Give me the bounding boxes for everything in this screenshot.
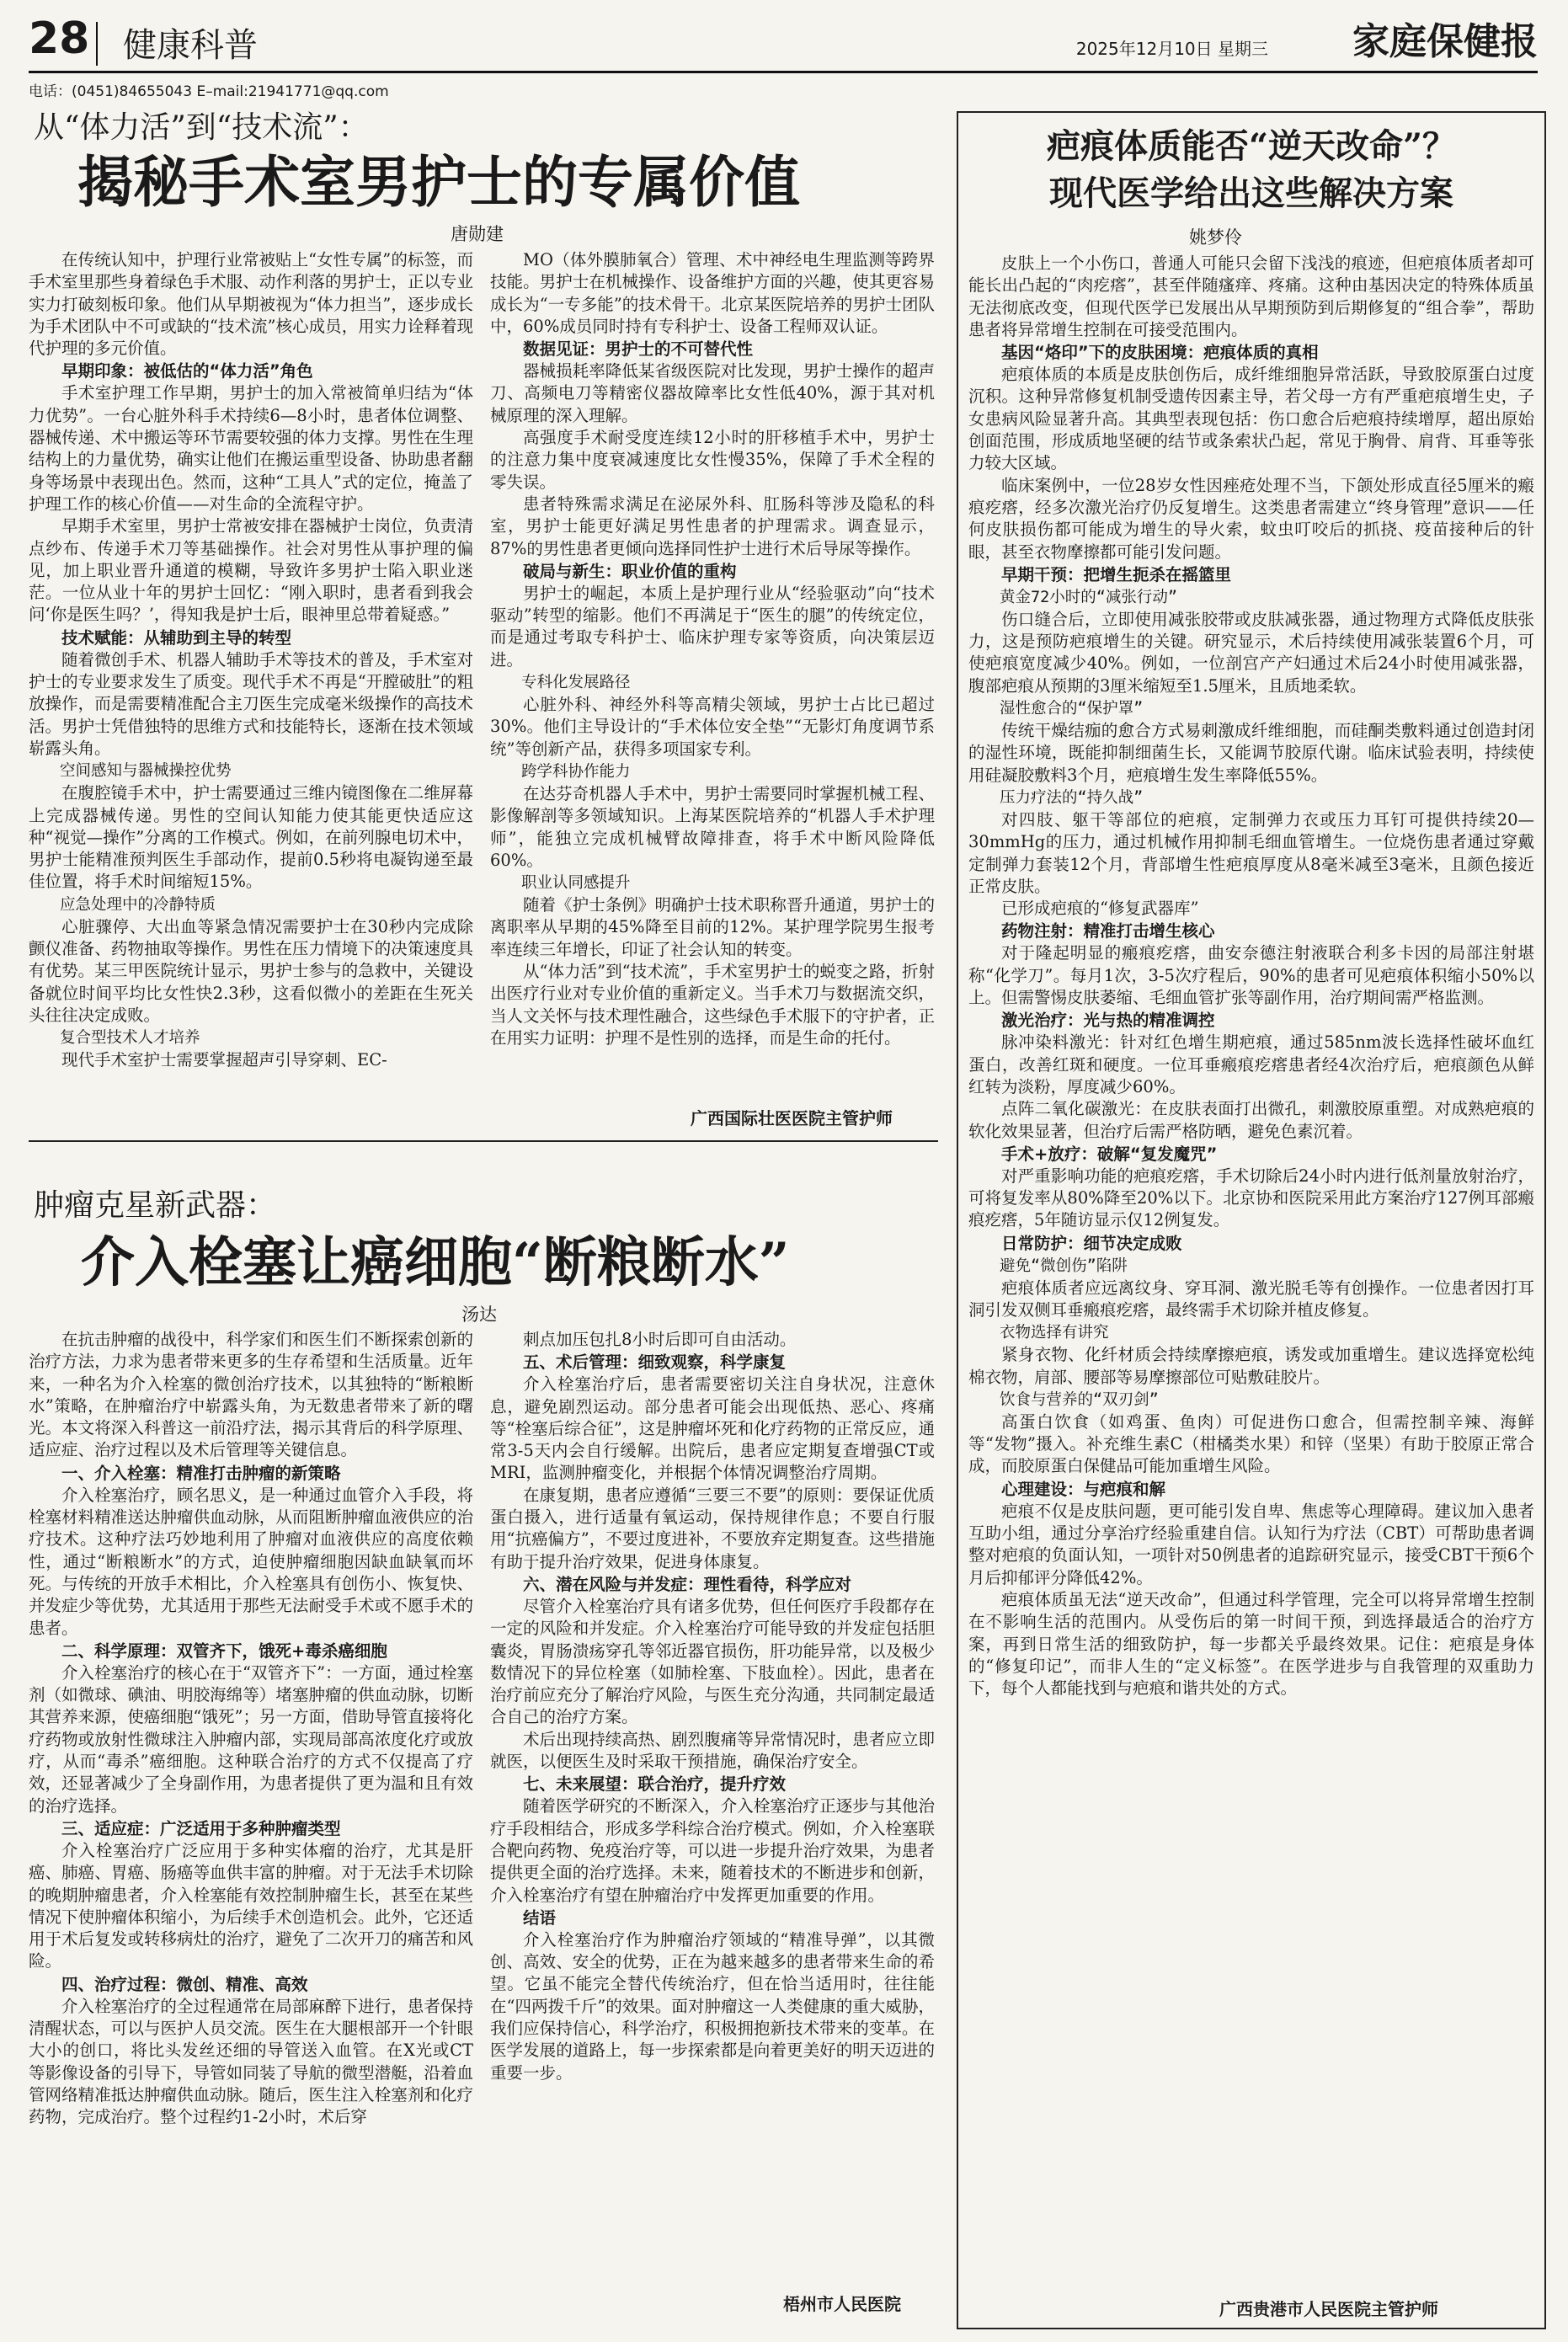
a2-author: 汤达 [461,1304,497,1325]
subheading: 饮食与营养的“双刃剑” [1000,1390,1159,1409]
paragraph: 介入栓塞治疗后，患者需要密切关注自身状况，注意休息，避免剧烈运动。部分患者可能会出现低热、恶心、疼痛等“栓塞后综合征”，这是肿瘤坏死和化疗药物的正常反应，通常3-5天内会自行缓解。出院后，患者应定期复查增强CT或MRI，监测肿瘤变化，并根据个体情况调整治疗周期。 [490,1374,935,1483]
paragraph: 随着微创手术、机器人辅助手术等技术的普及，手术室对护士的专业要求发生了质变。现代手术不再是“开膛破肚”的粗放操作，而是需要精准配合主刀医生完成毫米级操作的高技术活。男护士凭借独特的思维方式和技能特长，逐渐在技术领域崭露头角。 [29,649,473,758]
subheading: 七、未来展望：联合治疗，提升疗效 [523,1774,787,1795]
paragraph: 从“体力活”到“技术流”，手术室男护士的蜕变之路，折射出医疗行业对专业价值的重新定义。当手术刀与数据流交织，当人文关怀与技术理性融合，这些绿色手术服下的守护者，正在用实力证明：护理不是性别的选择，而是生命的托付。 [490,962,935,1048]
paragraph: 皮肤上一个小伤口，普通人可能只会留下浅浅的痕迹，但疤痕体质者却可能长出凸起的“肉疙瘩”，甚至伴随瘙痒、疼痛。这种由基因决定的特殊体质虽无法彻底改变，但现代医学已发展出从早期预防到后期修复的“组合拳”，帮助患者将异常增生控制在可接受范围内。 [968,253,1534,339]
subheading: 职业认同感提升 [521,874,631,893]
a1-signature: 广西国际壮医医院主管护师 [691,1108,893,1128]
subheading: 空间感知与器械操控优势 [60,762,232,781]
subheading: 四、治疗过程：微创、精准、高效 [61,1974,308,1994]
a1-column-1 [29,249,473,1134]
subheading: 复合型技术人才培养 [60,1029,200,1048]
paragraph: 在传统认知中，护理行业常被贴上“女性专属”的标签，而手术室里那些身着绿色手术服、动作利落的男护士，正以专业实力打破刻板印象。他们从早期被视为“体力担当”，逐步成长为手术团队中不可或缺的“技术流”核心成员，用实力诠释着现代护理的多元价值。 [29,250,473,359]
paragraph: 男护士的崛起，本质上是护理行业从“经验驱动”向“技术驱动”转型的缩影。他们不再满足于“医生的腿”的传统定位，而是通过考取专科护士、临床护理专家等资质，向决策层迈进。 [490,583,935,670]
a3-title-2: 现代医学给出这些解决方案 [1049,173,1453,213]
paragraph: 对于隆起明显的瘢痕疙瘩，曲安奈德注射液联合利多卡因的局部注射堪称“化学刀”。每月1次，3-5次疗程后，90%的患者可见疤痕体积缩小50%以上。但需警惕皮肤萎缩、毛细血管扩张等副作用，治疗期间需严格监测。 [968,943,1534,1008]
subheading: 衣物选择有讲究 [1000,1324,1109,1342]
paragraph: 患者特殊需求满足在泌尿外科、肛肠科等涉及隐私的科室，男护士能更好满足男性患者的护理需求。调查显示，87%的男性患者更倾向选择同性护士进行术后导尿等操作。 [490,493,935,558]
paragraph: 在抗击肿瘤的战役中，科学家们和医生们不断探索创新的治疗方法，力求为患者带来更多的生存希望和生活质量。近年来，一种名为介入栓塞的微创治疗技术，以其独特的“断粮断水”策略，在肿瘤治疗中崭露头角，为无数患者带来了新的曙光。本文将深入科普这一前沿疗法，揭示其背后的科学原理、适应症、治疗过程以及术后管理等关键信息。 [29,1330,473,1460]
a3-body [968,253,1534,2282]
subheading: 专科化发展路径 [521,674,631,692]
paragraph: 刺点加压包扎8小时后即可自由活动。 [523,1330,797,1349]
page-number: 28 [29,13,90,64]
paragraph: 疤痕体质的本质是皮肤创伤后，成纤维细胞异常活跃，导致胶原蛋白过度沉积。这种异常修复机制受遗传因素主导，若父母一方有严重疤痕增生史，子女患病风险显著升高。其典型表现包括：伤口愈合后疤痕持续增厚，超出原始创面范围，形成质地坚硬的结节或条索状凸起，常见于胸骨、肩背、耳垂等张力较大区域。 [968,365,1534,473]
subheading: 技术赋能：从辅助到主导的转型 [61,627,292,648]
paragraph: 术后出现持续高热、剧烈腹痛等异常情况时，患者应立即就医，以便医生及时采取干预措施，确保治疗安全。 [490,1729,935,1772]
paragraph: 对严重影响功能的疤痕疙瘩，手术切除后24小时内进行低剂量放射治疗，可将复发率从80%降至20%以下。北京协和医院采用此方案治疗127例耳部瘢痕疙瘩，5年随访显示仅12例复发。 [968,1166,1534,1230]
subheading: 手术+放疗：破解“复发魔咒” [1001,1144,1218,1164]
a3-signature: 广西贵港市人民医院主管护师 [1219,2299,1438,2319]
subheading: 早期印象：被低估的“体力活”角色 [61,361,313,381]
a3-title-1: 疤痕体质能否“逆天改命”？ [1046,126,1456,166]
paragraph: 在康复期，患者应遵循“三要三不要”的原则：要保证优质蛋白摄入，进行适量有氧运动，保持规律作息；不要自行服用“抗癌偏方”，不要过度进补，不要放弃定期复查。这些措施有助于提升治疗效果，促进身体康复。 [490,1485,935,1571]
subheading: 激光治疗：光与热的精准调控 [1001,1011,1215,1031]
paragraph: 点阵二氧化碳激光：在皮肤表面打出微孔，刺激胶原重塑。对成熟疤痕的软化效果显著，但治疗后需严格防晒，避免色素沉着。 [968,1099,1534,1141]
section-name: 健康科普 [123,26,258,65]
subheading: 避免“微创伤”陷阱 [1000,1256,1128,1275]
paragraph: 介入栓塞治疗的核心在于“双管齐下”：一方面，通过栓塞剂（如微球、碘油、明胶海绵等）堵塞肿瘤的供血动脉，切断其营养来源，使癌细胞“饿死”；另一方面，借助导管直接将化疗药物或放射性微球注入肿瘤内部，实现局部高浓度化疗或放疗，从而“毒杀”癌细胞。这种联合治疗的方式不仅提高了疗效，还显著减少了全身副作用，为患者提供了更为温和且有效的治疗选择。 [29,1662,473,1816]
subheading: 三、适应症：广泛适用于多种肿瘤类型 [61,1818,341,1838]
paragraph: 现代手术室护士需要掌握超声引导穿刺、EC- [61,1050,387,1070]
subheading: 破局与新生：职业价值的重构 [523,561,737,581]
subheading: 跨学科协作能力 [521,762,631,781]
contact-line: 电话：(0451)84655043 E–mail:21941771@qq.com [29,83,389,100]
subheading: 结语 [523,1907,557,1928]
subheading: 压力疗法的“持久战” [1000,788,1144,807]
subheading: 五、术后管理：细致观察，科学康复 [523,1352,787,1373]
subheading: 六、潜在风险与并发症：理性看待，科学应对 [523,1574,852,1594]
paragraph: 紧身衣物、化纤材质会持续摩擦疤痕，诱发或加重增生。建议选择宽松纯棉衣物，肩部、腰部等易摩擦部位可贴敷硅胶片。 [968,1345,1534,1387]
a1-kicker: 从“体力活”到“技术流”： [34,110,369,145]
issue-date: 2025年12月10日 星期三 [1075,39,1268,59]
paragraph: 伤口缝合后，立即使用减张胶带或皮肤减张器，通过物理方式降低皮肤张力，这是预防疤痕增生的关键。研究显示，术后持续使用减张装置6个月，可使疤痕宽度减少40%。例如，一位剖宫产产妇通过术后24小时使用减张器，腹部疤痕从预期的3厘米缩短至1.5厘米，且质地柔软。 [968,609,1534,696]
subheading: 一、介入栓塞：精准打击肿瘤的新策略 [61,1463,341,1483]
page-header [29,13,1538,73]
subheading: 湿性愈合的“保护罩” [1000,700,1144,718]
paragraph: 高蛋白饮食（如鸡蛋、鱼肉）可促进伤口愈合，但需控制辛辣、海鲜等“发物”摄入。补充维生素C（柑橘类水果）和锌（坚果）有助于胶原正常合成，而胶原蛋白保健品可能加重增生风险。 [968,1411,1534,1476]
a2-column-2 [490,1329,935,2272]
subheading: 心理建设：与疤痕和解 [1001,1479,1166,1499]
paragraph: 尽管介入栓塞治疗具有诸多优势，但任何医疗手段都存在一定的风险和并发症。介入栓塞治疗可能导致的并发症包括胆囊炎，胃肠溃疡穿孔等邻近器官损伤，肝功能异常，以及极少数情况下的异位栓塞（如肺栓塞、下肢血栓）。因此，患者在治疗前应充分了解治疗风险，与医生充分沟通，共同制定最适合自己的治疗方案。 [490,1596,935,1727]
a1-title: 揭秘手术室男护士的专属价值 [77,149,800,215]
a2-column-1 [29,1329,473,2323]
subheading: 药物注射：精准打击增生核心 [1001,921,1215,942]
paragraph: 心脏骤停、大出血等紧急情况需要护士在30秒内完成除颤仪准备、药物抽取等操作。男性在压力情境下的决策速度具有优势。某三甲医院统计显示，男护士参与的急救中，关键设备就位时间平均比女性快2.3秒，这看似微小的差距在生死关头往往决定成败。 [29,916,473,1025]
a1-column-2 [490,249,935,1091]
paragraph: 传统干燥结痂的愈合方式易刺激成纤维细胞，而硅酮类敷料通过创造封闭的湿性环境，既能抑制细菌生长，又能调节胶原代谢。临床试验表明，持续使用硅凝胶敷料3个月，疤痕增生发生率降低55%。 [968,721,1534,785]
paragraph: 随着医学研究的不断深入，介入栓塞治疗正逐步与其他治疗手段相结合，形成多学科综合治疗模式。例如，介入栓塞联合靶向药物、免疫治疗等，可以进一步提升治疗效果，为患者提供更全面的治疗选择。未来，随着技术的不断进步和创新，介入栓塞治疗有望在肿瘤治疗中发挥更加重要的作用。 [490,1796,935,1905]
paragraph: 介入栓塞治疗广泛应用于多种实体瘤的治疗，尤其是肝癌、肺癌、胃癌、肠癌等血供丰富的肿瘤。对于无法手术切除的晚期肿瘤患者，介入栓塞能有效控制肿瘤生长，甚至在某些情况下使肿瘤体积缩小，为后续手术创造机会。此外，它还适用于术后复发或转移病灶的治疗，避免了二次开刀的痛苦和风险。 [29,1840,473,1971]
paragraph: 疤痕不仅是皮肤问题，更可能引发自卑、焦虑等心理障碍。建议加入患者互助小组，通过分享治疗经验重建自信。认知行为疗法（CBT）可帮助患者调整对疤痕的负面认知，一项针对50例患者的追踪研究显示，接受CBT干预6个月后抑郁评分降低42%。 [968,1501,1534,1587]
paragraph: 对四肢、躯干等部位的疤痕，定制弹力衣或压力耳钉可提供持续20—30mmHg的压力，通过机械作用抑制毛细血管增生。一位烧伤患者通过穿戴定制弹力套装12个月，背部增生性疤痕厚度从8毫米减至3毫米，且颜色接近正常皮肤。 [968,809,1534,896]
subheading: 二、科学原理：双管齐下，饿死+毒杀癌细胞 [61,1640,387,1661]
paragraph: 器械损耗率降低某省级医院对比发现，男护士操作的超声刀、高频电刀等精密仪器故障率比女性低40%，源于其对机械原理的深入理解。 [490,361,935,425]
paragraph: 疤痕体质虽无法“逆天改命”，但通过科学管理，完全可以将异常增生控制在不影响生活的范围内。从受伤后的第一时间干预，到选择最适合的治疗方案，再到日常生活的细致防护，每一步都关乎最终效果。记住：疤痕是身体的“修复印记”，而非人生的“定义标签”。在医学进步与自我管理的双重助力下，每个人都能找到与疤痕和谐共处的方式。 [968,1589,1534,1699]
paragraph: 临床案例中，一位28岁女性因痤疮处理不当，下颌处形成直径5厘米的瘢痕疙瘩，经多次激光治疗仍反复增生。这类患者需建立“终身管理”意识——任何皮肤损伤都可能成为增生的导火索，蚊虫叮咬后的抓挠、疫苗接种后的针眼，甚至衣物摩擦都可能引发问题。 [968,475,1534,562]
subheading: 日常防护：细节决定成败 [1001,1233,1182,1253]
subheading: 应急处理中的冷静特质 [60,895,216,914]
paragraph: MO（体外膜肺氧合）管理、术中神经电生理监测等跨界技能。男护士在机械操作、设备维护方面的兴趣，使其更容易成长为“一专多能”的技术骨干。北京某医院培养的男护士团队中，60%成员同时持有专科护士、设备工程师双认证。 [490,250,935,336]
paragraph: 疤痕体质者应远离纹身、穿耳洞、激光脱毛等有创操作。一位患者因打耳洞引发双侧耳垂瘢痕疙瘩，最终需手术切除并植皮修复。 [968,1278,1534,1320]
divider [29,1140,938,1142]
paragraph: 早期手术室里，男护士常被安排在器械护士岗位，负责清点纱布、传递手术刀等基础操作。社会对男性从事护理的偏见，加上职业晋升通道的模糊，导致许多男护士陷入职业迷茫。一位从业十年的男护士回忆：“刚入职时，患者看到我会问‘你是医生吗？’，得知我是护士后，眼神里总带着疑惑。” [29,516,473,625]
paragraph: 手术室护理工作早期，男护士的加入常被简单归结为“体力优势”。一台心脏外科手术持续6—8小时，患者体位调整、器械传递、术中搬运等环节需要较强的体力支撑。男性在生理结构上的力量优势，确实让他们在搬运重型设备、协助患者翻身等场景中表现出色。然而，这种“工具人”式的定位，掩盖了护理工作的核心价值——对生命的全流程守护。 [29,383,473,514]
paragraph: 随着《护士条例》明确护士技术职称晋升通道，男护士的离职率从早期的45%降至目前的12%。某护理学院男生报考率连续三年增长，印证了社会认知的转变。 [490,895,935,959]
header-divider [96,22,98,66]
subheading: 基因“烙印”下的皮肤困境：疤痕体质的真相 [1001,343,1319,363]
a2-signature: 梧州市人民医院 [783,2294,901,2314]
paragraph: 心脏外科、神经外科等高精尖领域，男护士占比已超过30%。他们主导设计的“手术体位安全垫”“无影灯角度调节系统”等创新产品，获得多项国家专利。 [490,695,935,759]
a1-author: 唐勋建 [451,224,504,244]
a2-title: 介入栓塞让癌细胞“断粮断水” [81,1231,790,1294]
paragraph: 介入栓塞治疗作为肿瘤治疗领域的“精准导弹”，以其微创、高效、安全的优势，正在为越来越多的患者带来生命的希望。它虽不能完全替代传统治疗，但在恰当适用时，往往能在“四两拨千斤”的效果。面对肿瘤这一人类健康的重大威胁，我们应保持信心，科学治疗，积极拥抱新技术带来的变革。在医学发展的道路上，每一步探索都是向着更美好的明天迈进的重要一步。 [490,1929,935,2083]
paragraph: 脉冲染料激光：针对红色增生期疤痕，通过585nm波长选择性破坏血红蛋白，改善红斑和硬度。一位耳垂瘢痕疙瘩患者经4次治疗后，疤痕颜色从鲜红转为淡粉，厚度减少60%。 [968,1032,1534,1096]
paragraph: 介入栓塞治疗，顾名思义，是一种通过血管介入手段，将栓塞材料精准送达肿瘤供血动脉，从而阻断肿瘤血液供应的治疗技术。这种疗法巧妙地利用了肿瘤对血液供应的高度依赖性，通过“断粮断水”的方式，迫使肿瘤细胞因缺血缺氧而坏死。与传统的开放手术相比，介入栓塞具有创伤小、恢复快、并发症少等优势，尤其适用于那些无法耐受手术或不愿手术的患者。 [29,1485,473,1638]
paragraph: 高强度手术耐受度连续12小时的肝移植手术中，男护士的注意力集中度衰减速度比女性慢35%，保障了手术全程的零失误。 [490,428,935,492]
subheading: 早期干预：把增生扼杀在摇篮里 [1001,564,1232,584]
a2-kicker: 肿瘤克星新武器： [34,1188,277,1223]
paragraph: 已形成疤痕的“修复武器库” [1001,899,1199,919]
subheading: 数据见证：男护士的不可替代性 [523,339,754,360]
subheading: 黄金72小时的“减张行动” [1000,588,1178,606]
paragraph: 介入栓塞治疗的全过程通常在局部麻醉下进行，患者保持清醒状态，可以与医护人员交流。医生在大腿根部开一个针眼大小的创口，将比头发丝还细的导管送入血管。在X光或CT等影像设备的引导下，导管如同装了导航的微型潜艇，沿着血管网络精准抵达肿瘤供血动脉。随后，医生注入栓塞剂和化疗药物，完成治疗。整个过程约1-2小时，术后穿 [29,1996,473,2127]
paragraph: 在达芬奇机器人手术中，男护士需要同时掌握机械工程、影像解剖等多领域知识。上海某医院培养的“机器人手术护理师”，能独立完成机械臂故障排查，将手术中断风险降低60%。 [490,783,935,870]
paragraph: 在腹腔镜手术中，护士需要通过三维内镜图像在二维屏幕上完成器械传递。男性的空间认知能力使其能更快适应这种“视觉—操作”分离的工作模式。例如，在前列腺电切术中，男护士能精准预判医生手部动作，提前0.5秒将电凝钩递至最佳位置，将手术时间缩短15%。 [29,783,473,892]
paper-name: 家庭保健报 [1352,20,1538,63]
a3-author: 姚梦伶 [1189,227,1242,248]
